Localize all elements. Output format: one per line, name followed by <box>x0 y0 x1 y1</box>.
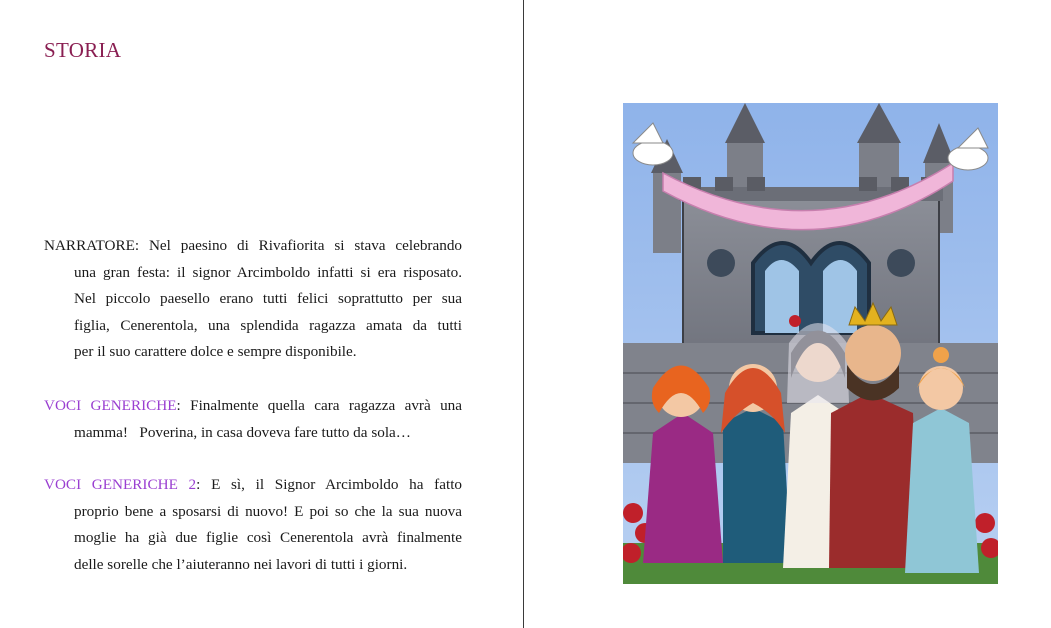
voci-generiche-paragraph <box>44 393 462 446</box>
line-text: Nel paesino di Rivafiorita si stava celebrando <box>148 237 463 254</box>
voci-generiche-2-paragraph <box>44 472 462 578</box>
paragraph-line <box>44 233 462 260</box>
speaker-colon: : <box>176 397 181 414</box>
castle-wedding-illustration <box>623 103 998 584</box>
illustration-image <box>623 103 998 584</box>
paragraph-line: Nel piccolo paesello erano tutti felici soprattutto per sua <box>74 290 462 308</box>
speaker-name: VOCI GENERICHE 2 <box>44 476 197 493</box>
paragraph-line: mamma! Poverina, in casa doveva fare tutto da sola… <box>74 423 411 441</box>
right-page <box>524 0 1051 628</box>
paragraph-line: una gran festa: il signor Arcimboldo infatti si era risposato. <box>74 263 462 281</box>
narrator-paragraph <box>44 233 462 366</box>
paragraph-line: proprio bene a sposarsi di nuovo! E poi so che la sua nuova <box>74 502 462 520</box>
speaker-colon: : <box>196 476 201 493</box>
page-title: STORIA <box>44 38 122 62</box>
paragraph-line <box>44 393 462 420</box>
line-text: E sì, il Signor Arcimboldo ha fatto <box>211 476 463 493</box>
left-page <box>0 0 523 628</box>
line-text: Finalmente quella cara ragazza avrà una <box>190 397 463 414</box>
paragraph-line: moglie ha già due figlie così Cenerentola avrà finalmente <box>74 529 462 547</box>
paragraph-line: per il suo carattere dolce e sempre disponibile. <box>74 343 357 361</box>
speaker-name: VOCI GENERICHE <box>44 397 177 414</box>
paragraph-line <box>44 472 462 499</box>
paragraph-line: delle sorelle che l’aiuteranno nei lavori di tutti i giorni. <box>74 555 408 573</box>
paragraph-line: figlia, Cenerentola, una splendida ragazza amata da tutti <box>74 316 462 334</box>
speaker-name: NARRATORE: <box>44 237 140 254</box>
